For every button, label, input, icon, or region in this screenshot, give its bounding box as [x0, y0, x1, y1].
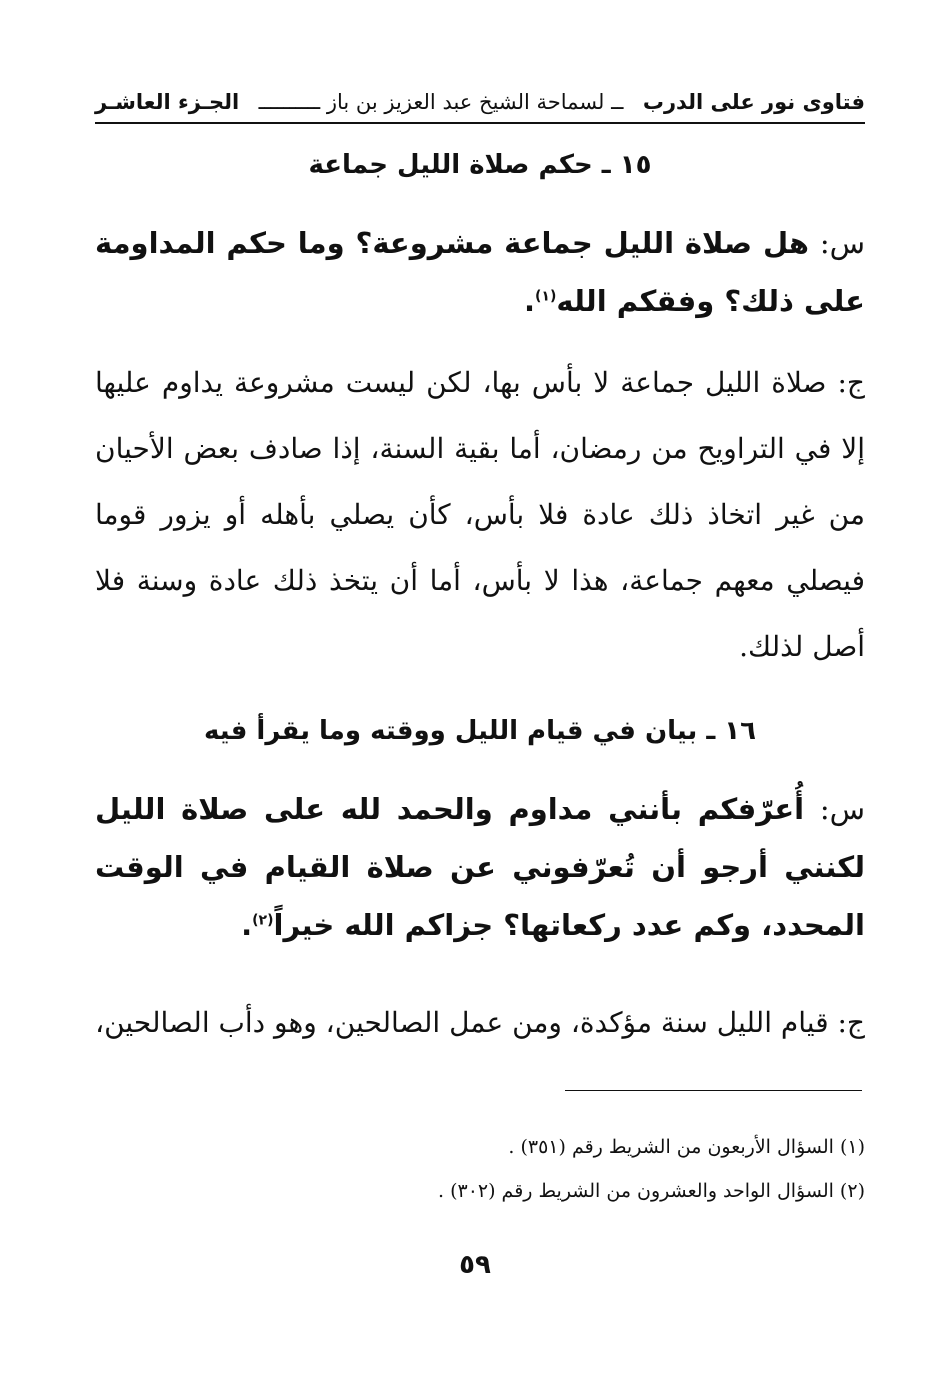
answer-text: قيام الليل سنة مؤكدة، ومن عمل الصالحين، وهو دأب الصالحين، [95, 1006, 829, 1039]
answer-marker: ج: [837, 366, 866, 399]
header-series-title: فتاوى نور على الدرب [642, 90, 865, 114]
answer-text: صلاة الليل جماعة لا بأس بها، لكن ليست مشروعة يداوم عليها إلا في التراويح من رمضان، أما بقية السنة، إذا صادف بعض الأحيان من غير اتخاذ ذلك عادة فلا بأس، كأن يصلي بأهله أو يزور قوما فيصلي معهم جماعة، هذا لا بأس، أما أن يتخذ ذلك عادة وسنة فلا أصل لذلك. [95, 366, 865, 663]
section-16-answer [95, 990, 865, 1056]
footnote-ref: (١) [535, 288, 557, 305]
header-volume: الجـزء العاشـر [95, 90, 240, 114]
question-end: . [523, 284, 536, 318]
footnotes [95, 1125, 865, 1213]
footnote-1: (١) السؤال الأربعون من الشريط رقم (٣٥١) . [508, 1136, 865, 1158]
answer-marker: ج: [837, 1006, 865, 1039]
question-marker: س: [819, 792, 865, 826]
question-text: أُعرّفكم بأنني مداوم والحمد لله على صلاة الليل لكنني أرجو أن تُعرّفوني عن صلاة القيام في الوقت المحدد، وكم عدد ركعاتها؟ جزاكم الله خيراً [95, 792, 865, 942]
section-15-question [95, 214, 865, 330]
question-marker: س: [819, 226, 865, 260]
header-author: ــ لسماحة الشيخ عبد العزيز بن باز ــــــــــ [258, 90, 624, 114]
footnote-ref: (٢) [252, 912, 274, 929]
section-15-title: ١٥ ـ حكم صلاة الليل جماعة [308, 150, 652, 180]
section-15-answer [95, 350, 865, 680]
running-header [95, 82, 865, 124]
section-16-question [95, 780, 865, 954]
section-16-title: ١٦ ـ بيان في قيام الليل ووقته وما يقرأ فيه [203, 716, 757, 746]
page-number: ٥٩ [459, 1250, 491, 1280]
question-end: . [241, 908, 253, 942]
footnote-divider [565, 1090, 862, 1091]
footnote-2: (٢) السؤال الواحد والعشرون من الشريط رقم (٣٠٢) . [437, 1180, 865, 1202]
question-text: هل صلاة الليل جماعة مشروعة؟ وما حكم المداومة على ذلك؟ وفقكم الله [95, 226, 865, 318]
